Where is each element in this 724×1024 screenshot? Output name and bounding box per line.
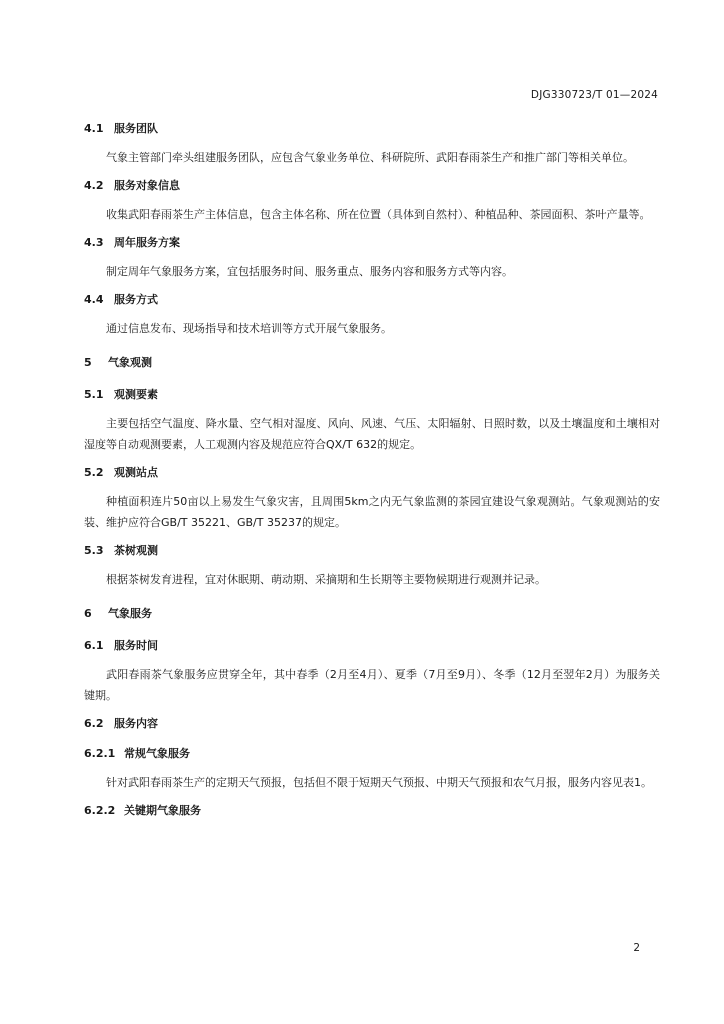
section-number: 5.3: [84, 544, 104, 557]
section-number: 4.3: [84, 236, 104, 249]
section-heading: [84, 465, 660, 481]
subsection-heading: [84, 746, 660, 762]
paragraph: 根据茶树发育进程，宜对休眠期、萌动期、采摘期和生长期等主要物候期进行观测并记录。: [106, 573, 546, 586]
section-title: 观测站点: [114, 466, 158, 479]
section-number: 4.2: [84, 179, 104, 192]
section-number: 6.2.1: [84, 747, 116, 760]
section-title: 服务时间: [114, 639, 158, 652]
paragraph: 主要包括空气温度、降水量、空气相对湿度、风向、风速、气压、太阳辐射、日照时数，以及土壤温度和土壤相对湿度等自动观测要素，人工观测内容及规范应符合QX/T 632的规定。: [84, 417, 660, 451]
paragraph: 制定周年气象服务方案，宜包括服务时间、服务重点、服务内容和服务方式等内容。: [106, 265, 513, 278]
section-number: 4.4: [84, 293, 104, 306]
section-title: 关键期气象服务: [124, 804, 201, 817]
section-heading: [84, 235, 660, 251]
section-heading: [84, 121, 660, 137]
paragraph: 气象主管部门牵头组建服务团队，应包含气象业务单位、科研院所、武阳春雨茶生产和推广部门等相关单位。: [106, 151, 634, 164]
section-heading: [84, 638, 660, 654]
section-heading: [84, 716, 660, 732]
section-number: 5.1: [84, 388, 104, 401]
section-number: 5: [84, 356, 92, 369]
section-title: 气象服务: [108, 607, 152, 620]
section-heading: [84, 178, 660, 194]
section-number: 4.1: [84, 122, 104, 135]
section-title: 服务团队: [114, 122, 158, 135]
section-title: 服务对象信息: [114, 179, 180, 192]
paragraph: 针对武阳春雨茶生产的定期天气预报，包括但不限于短期天气预报、中期天气预报和农气月报，服务内容见表1。: [106, 776, 652, 789]
section-title: 服务方式: [114, 293, 158, 306]
section-heading: [84, 543, 660, 559]
section-title: 服务内容: [114, 717, 158, 730]
subsection-heading: [84, 803, 660, 819]
paragraph: 武阳春雨茶气象服务应贯穿全年，其中春季（2月至4月）、夏季（7月至9月）、冬季（12月至翌年2月）为服务关键期。: [84, 668, 660, 702]
section-title: 气象观测: [108, 356, 152, 369]
chapter-heading: [84, 355, 660, 371]
section-number: 6.2: [84, 717, 104, 730]
section-title: 观测要素: [114, 388, 158, 401]
paragraph: 种植面积连片50亩以上易发生气象灾害，且周围5km之内无气象监测的茶园宜建设气象观测站。气象观测站的安装、维护应符合GB/T 35221、GB/T 35237的规定。: [84, 495, 660, 529]
section-number: 6: [84, 607, 92, 620]
section-number: 5.2: [84, 466, 104, 479]
paragraph: 通过信息发布、现场指导和技术培训等方式开展气象服务。: [106, 322, 392, 335]
document-body: [84, 121, 660, 819]
paragraph: 收集武阳春雨茶生产主体信息，包含主体名称、所在位置（具体到自然村）、种植品种、茶园面积、茶叶产量等。: [106, 208, 651, 221]
chapter-heading: [84, 606, 660, 622]
section-heading: [84, 292, 660, 308]
section-title: 常规气象服务: [124, 747, 190, 760]
section-title: 茶树观测: [114, 544, 158, 557]
document-code: DJG330723/T 01—2024: [530, 89, 658, 101]
section-number: 6.1: [84, 639, 104, 652]
section-title: 周年服务方案: [114, 236, 180, 249]
page-number: 2: [633, 942, 640, 954]
section-number: 6.2.2: [84, 804, 116, 817]
section-heading: [84, 387, 660, 403]
